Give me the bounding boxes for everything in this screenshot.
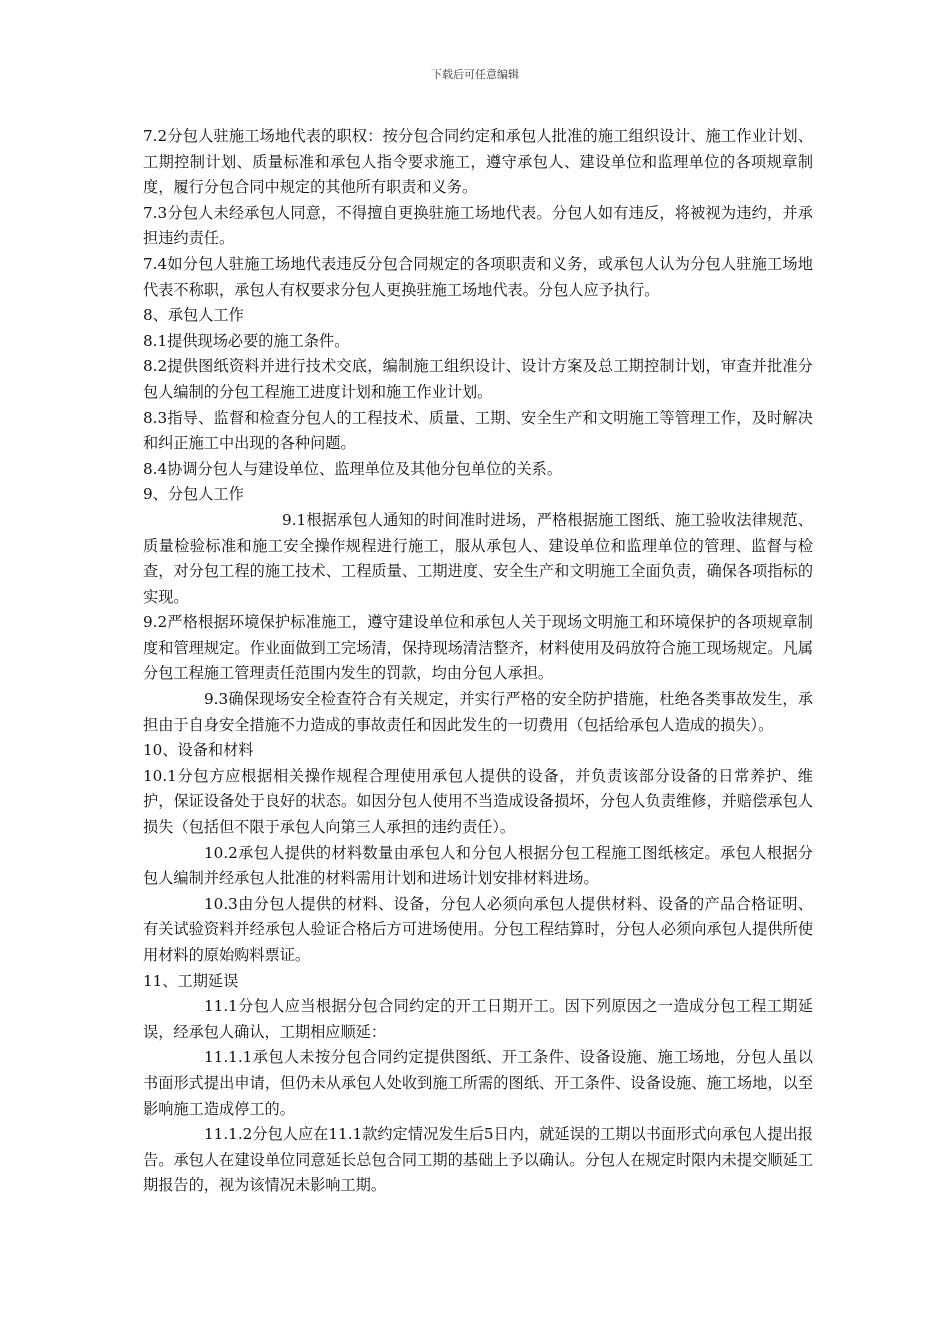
paragraph-10-2: 10.2承包人提供的材料数量由承包人和分包人根据分包工程施工图纸核定。承包人根据分包人编制并经承包人批准的材料需用计划和进场计划安排材料进场。 (143, 843, 813, 888)
paragraph-8-4: 8.4协调分包人与建设单位、监理单位及其他分包单位的关系。 (143, 459, 563, 478)
paragraph-11-1: 11.1分包人应当根据分包合同约定的开工日期开工。因下列原因之一造成分包工程工期延误，经承包人确认，工期相应顺延： (143, 997, 813, 1041)
paragraph-8-3: 8.3指导、监督和检查分包人的工程技术、质量、工期、安全生产和文明施工等管理工作，及时解决和纠正施工中出现的各种问题。 (143, 408, 813, 453)
paragraph-7-3: 7.3分包人未经承包人同意，不得擅自更换驻施工场地代表。分包人如有违反，将被视为违约，并承担违约责任。 (143, 203, 813, 248)
document-body (143, 124, 813, 1199)
paragraph-7-4: 7.4如分包人驻施工场地代表违反分包合同规定的各项职责和义务，或承包人认为分包人驻施工场地代表不称职，承包人有权要求分包人更换驻施工场地代表。分包人应予执行。 (143, 254, 813, 299)
paragraph-9-3: 9.3确保现场安全检查符合有关规定，并实行严格的安全防护措施，杜绝各类事故发生，承担由于自身安全措施不力造成的事故责任和因此发生的一切费用（包括给承包人造成的损失）。 (143, 690, 813, 734)
section-heading-9: 9、分包人工作 (143, 485, 244, 504)
paragraph-9-2: 9.2严格根据环境保护标准施工，遵守建设单位和承包人关于现场文明施工和环境保护的各项规章制度和管理规定。作业面做到工完场清，保持现场清洁整齐，材料使用及码放符合施工现场规定。凡属分包工程施工管理责任范围内发生的罚款，均由分包人承担。 (143, 613, 813, 683)
section-heading-10: 10、设备和材料 (143, 741, 254, 760)
paragraph-9-1: 9.1根据承包人通知的时间准时进场，严格根据施工图纸、施工验收法律规范、质量检验标准和施工安全操作规程进行施工，服从承包人、建设单位和监理单位的管理、监督与检查，对分包工程的施工技术、工程质量、工期进度、安全生产和文明施工全面负责，确保各项指标的实现。 (143, 510, 813, 606)
paragraph-10-3: 10.3由分包人提供的材料、设备，分包人必须向承包人提供材料、设备的产品合格证明、有关试验资料并经承包人验证合格后方可进场使用。分包工程结算时，分包人必须向承包人提供所使用材料的原始购料票证。 (143, 894, 813, 964)
paragraph-7-2: 7.2分包人驻施工场地代表的职权：按分包合同约定和承包人批准的施工组织设计、施工作业计划、工期控制计划、质量标准和承包人指令要求施工，遵守承包人、建设单位和监理单位的各项规章制度，履行分包合同中规定的其他所有职责和义务。 (143, 127, 813, 197)
section-heading-11: 11、工期延误 (143, 971, 239, 990)
paragraph-8-1: 8.1提供现场必要的施工条件。 (143, 331, 350, 350)
paragraph-8-2: 8.2提供图纸资料并进行技术交底，编制施工组织设计、设计方案及总工期控制计划，审查并批准分包人编制的分包工程施工进度计划和施工作业计划。 (143, 357, 813, 401)
page-header: 下载后可任意编辑 (431, 68, 519, 81)
paragraph-11-1-1: 11.1.1承包人未按分包合同约定提供图纸、开工条件、设备设施、施工场地，分包人虽以书面形式提出申请，但仍未从承包人处收到施工所需的图纸、开工条件、设备设施、施工场地，以至影响施工造成停工的。 (143, 1048, 813, 1118)
paragraph-11-1-2: 11.1.2分包人应在11.1款约定情况发生后5日内，就延误的工期以书面形式向承包人提出报告。承包人在建设单位同意延长总包合同工期的基础上予以确认。分包人在规定时限内未提交顺延工期报告的，视为该情况未影响工期。 (143, 1125, 813, 1195)
paragraph-10-1: 10.1分包方应根据相关操作规程合理使用承包人提供的设备，并负责该部分设备的日常养护、维护，保证设备处于良好的状态。如因分包人使用不当造成设备损坏，分包人负责维修，并赔偿承包人损失（包括但不限于承包人向第三人承担的违约责任）。 (143, 766, 813, 837)
section-heading-8: 8、承包人工作 (143, 306, 244, 325)
